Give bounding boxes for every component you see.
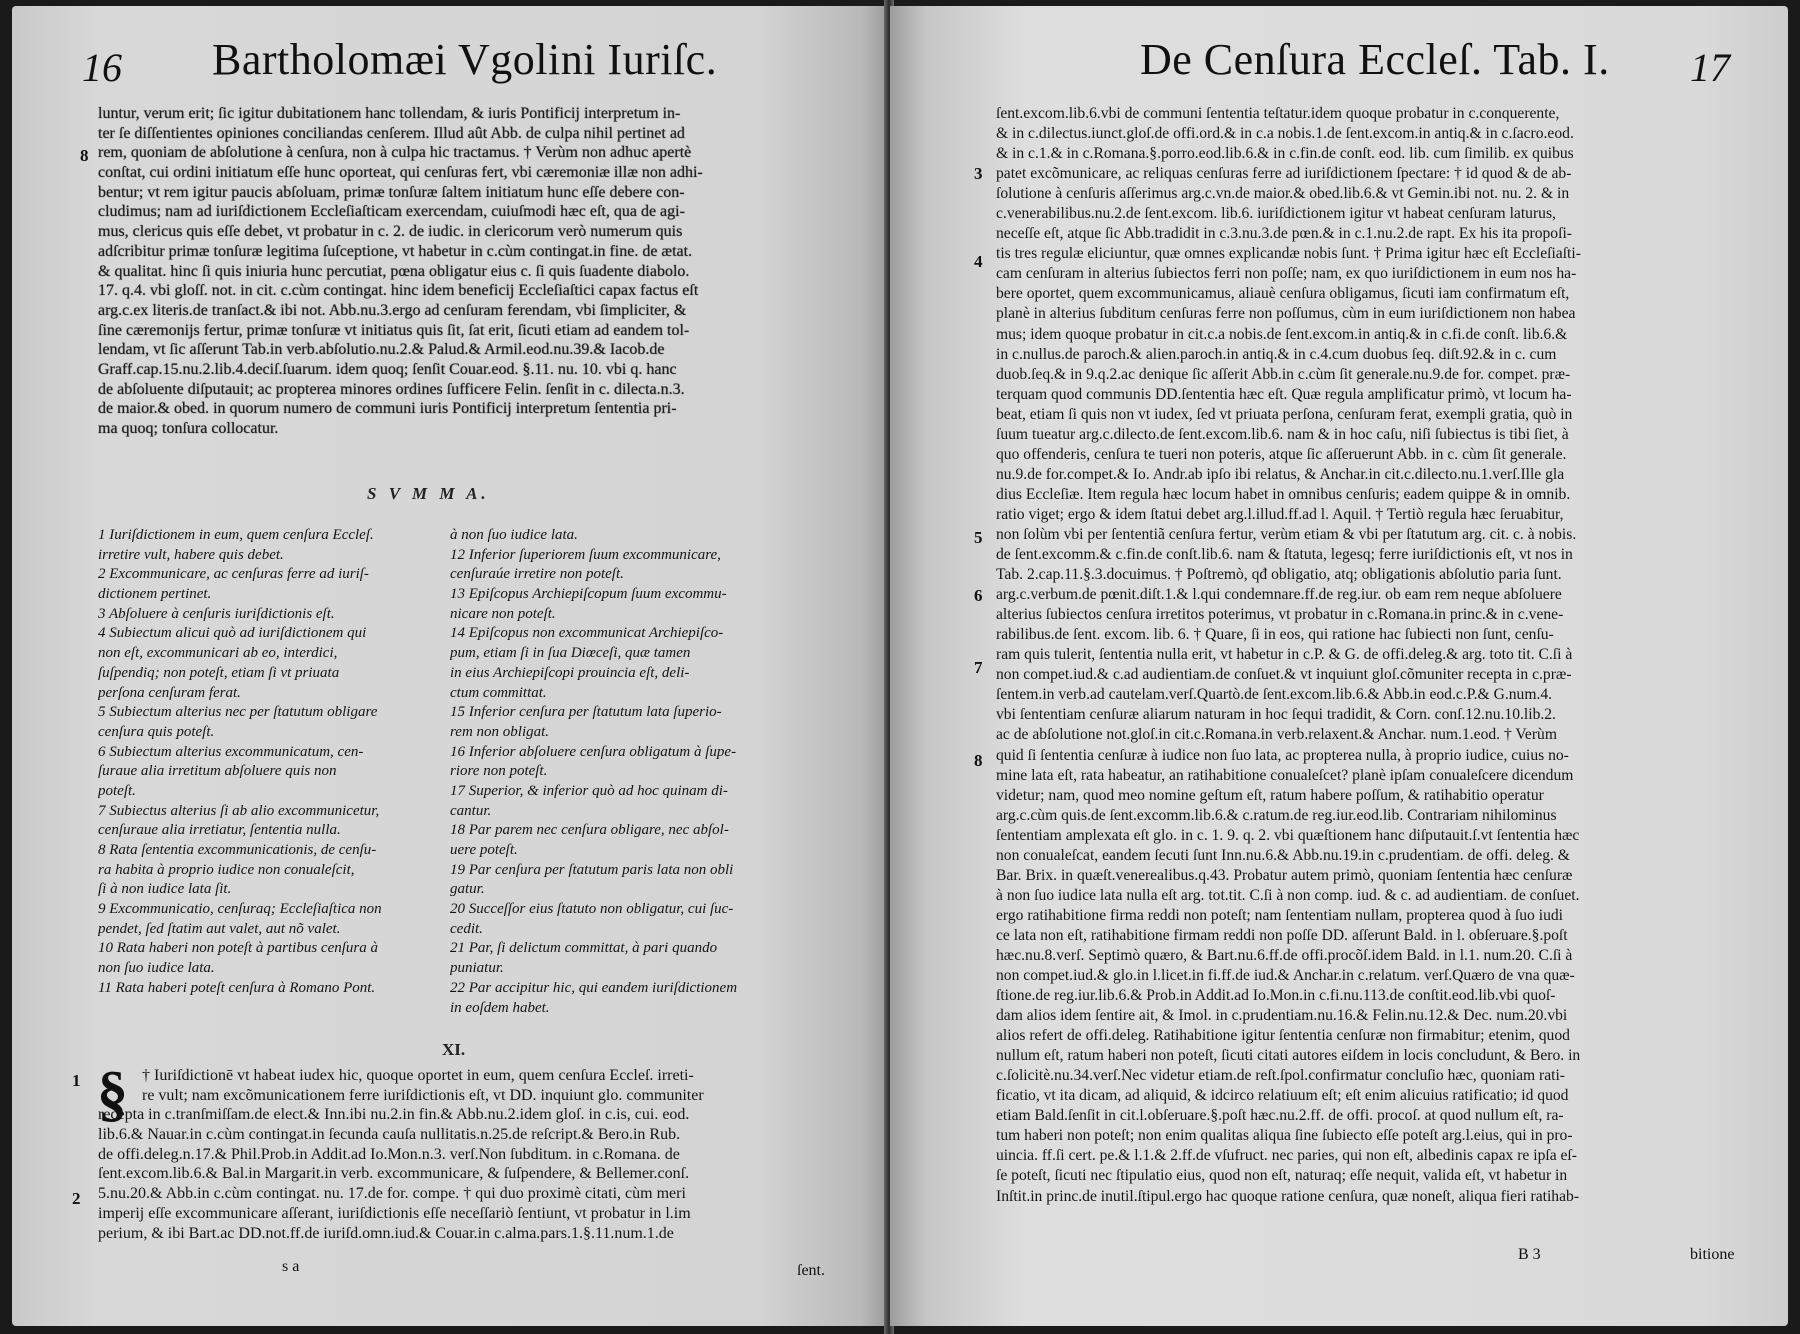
text-line: alterius ſubiectos cenſura irretitos poterimus, vt probatur in c.Romana.in princ.& in c.vene- — [996, 606, 1564, 624]
text-line: non conualeſcat, eandem ſecuti ſunt Inn.nu.6.& Abb.nu.19.in c.prudentiam. de offi. deleg. & — [996, 846, 1570, 864]
summa-right-column — [450, 526, 850, 1018]
text-line: beat, etiam ſi quis non vt iudex, ſed vt priuata perſona, cenſuram ferat, exempli gratia, quò in — [996, 405, 1573, 423]
summa-entry: pum, etiam ſi in ſua Diœceſi, quæ tamen — [450, 645, 691, 662]
text-line: c.venerabilibus.nu.2.de ſent.excom. lib.6. iuriſdictionem igitur vt habeat cenſuram laturus, — [996, 205, 1556, 223]
summa-entry: 18 Par parem nec cenſura obligare, nec abſol- — [450, 822, 729, 839]
text-line: ſent.excom.lib.6.& Bal.in Margarit.in verb. excommunicare, & ſuſpendere, & Bellemer.conſ. — [98, 1165, 690, 1183]
summa-entry: in eius Archiepiſcopi prouincia eſt, deli- — [450, 664, 690, 681]
text-line: neceſſe eſt, atque ſic Abb.tradidit in c.3.nu.3.de pœn.& in c.1.nu.2.de rapt. Ex his ita propoſi- — [996, 225, 1572, 243]
summa-entry: 8 Rata ſententia excommunicationis, de cenſu- — [98, 842, 377, 858]
right-catchword: bitione — [1690, 1246, 1735, 1263]
summa-entry: cenſura quis poteſt. — [98, 723, 215, 740]
summa-entry: 9 Excommunicatio, cenſuraq; Eccleſiaſtica non — [98, 901, 382, 918]
summa-entry: 7 Subiectus alterius ſi ab alio excommunicetur, — [98, 802, 380, 819]
summa-entry: ſuſpendiq; non poteſt, etiam ſi vt priuata — [98, 664, 340, 681]
text-line: uincia. ff.ſi cert. pe.& l.1.& 2.ff.de vſufruct. nec paries, qui non eſt, albedinis capax re ipſa eſ- — [996, 1147, 1577, 1165]
text-line: cam cenſuram in alterius ſubiectos ferri non poſſe; nam, ex quo iuriſdictionem in eum nos ha- — [996, 265, 1577, 283]
text-line: ſolutione à cenſuris aſſerimus arg.c.vn.de maior.& obed.lib.6.& vt Gemin.ibi not. nu. 2. & in — [996, 185, 1570, 203]
text-line: rabilibus.de ſent. excom. lib. 6. † Quare, ſi in eos, qui ratione hac ſubiecti non ſunt, cenſu- — [996, 626, 1554, 644]
text-line: quo offenderis, cenſura te tueri non poteris, atque ſic aſſeruerunt Abb. in c. cùm ſit generale. — [996, 445, 1567, 463]
summa-entry: rem non obligat. — [450, 723, 550, 740]
summa-left-column — [98, 526, 438, 999]
text-line: 17. q.4. vbi gloſſ. not. in cit. c.cùm contingat. hinc idem beneficij Eccleſiaſtici capax factus eſt — [98, 282, 699, 300]
text-line: Bar. Brix. in quæſt.venerealibus.q.43. Probatur autem primò, quoniam ſententia hæc cenſuræ — [996, 866, 1573, 884]
text-line: cludimus; nam ad iuriſdictionem Eccleſiaſticam exercendam, cuiuſmodi hæc eſt, qua de agi- — [98, 203, 685, 221]
text-line: non compet.iud.& c.ad audientiam.de conſuet.& vt inquiunt gloſ.cõmuniter recepta in c.præ- — [996, 666, 1572, 684]
right-page — [890, 6, 1788, 1326]
right-signature: B 3 — [1518, 1246, 1541, 1263]
right-margin-3: 3 — [974, 164, 983, 183]
text-line: ficatio, vt ita dicam, ad aliquid, & idcirco relatiuum eſt; eſt enim alicuius ratificatio; id quod — [996, 1087, 1569, 1105]
text-line: ergo ratihabitione firma reddi non poteſt; nam ſententiam nullam, propterea quod à ſuo iudi — [996, 906, 1563, 924]
summa-entry: pendet, ſed ſtatim aut valet, aut nõ valet. — [98, 920, 341, 937]
text-line: non compet.iud.& glo.in l.licet.in fi.ff.de iud.& Anchar.in c.relatum. verſ.Quæro de vna quæ- — [996, 967, 1575, 985]
left-catchword: ſent. — [797, 1262, 825, 1279]
right-running-head: De Cenſura Eccleſ. Tab. I. — [1140, 35, 1610, 84]
text-line: in c.nullus.de paroch.& alien.paroch.in antiq.& in c.4.cum duobus ſeq. diſt.92.& in c. cum — [996, 345, 1557, 363]
summa-entry: puniatur. — [450, 960, 504, 977]
text-line: Graff.cap.15.nu.2.lib.4.deciſ.ſuarum. idem quoq; ſenſit Couar.eod. §.11. nu. 10. vbi q. hanc — [98, 360, 677, 378]
text-line: ſe poteſt, ſicuti nec ſtipulatio eius, quod non eſt, naturaq; eſſe nequit, valida eſt, vt habetur in — [996, 1167, 1568, 1185]
text-line: ram quis tulerit, ſententia nulla erit, vt habetur in c.P. & G. de offi.deleg.& arg. toto tit. C.ſi à — [996, 646, 1573, 664]
text-line: tum haberi non poteſt; non enim qualitas aliqua ſine ſubiecto eſſe poteſt arg.l.eius, qui in pro- — [996, 1127, 1573, 1145]
right-body-text — [996, 104, 1756, 1207]
text-line: † Iuriſdictionē vt habeat iudex hic, quoque oportet in eum, quem cenſura Eccleſ. irreti- — [142, 1067, 694, 1084]
text-line: mine lata eſt, rata habeatur, an ratihabitione conualeſcet? planè ipſam conualeſcere dicendum — [996, 766, 1574, 784]
text-line: quid ſi ſententia cenſuræ à iudice non ſuo lata, ac propterea nulla, à proprio iudice, cuius no- — [996, 746, 1569, 764]
right-page-number: 17 — [1690, 45, 1730, 90]
summa-entry: 22 Par accipitur hic, qui eandem iuriſdictionem — [450, 979, 738, 996]
left-margin-number: 8 — [80, 146, 89, 165]
summa-entry: uere poteſt. — [450, 842, 518, 858]
text-line: dius Eccleſiæ. Item regula hæc locum habet in omnibus cenſuris; eadem quippe & in omnib. — [996, 485, 1571, 503]
summa-entry: irretire vult, habere quis debet. — [98, 546, 284, 563]
summa-entry: nicare non poteſt. — [450, 605, 556, 622]
text-line: tis tres regulæ eliciuntur, quæ omnes explicandæ nobis ſunt. † Prima igitur hæc eſt Eccleſiaſti- — [996, 245, 1581, 263]
summa-entry: 6 Subiectum alterius excommunicatum, cen- — [98, 743, 364, 760]
summa-entry: 2 Excommunicare, ac cenſuras ferre ad iuriſ- — [98, 566, 369, 583]
left-section-margin-2: 2 — [72, 1189, 81, 1208]
text-line: ce lata non eſt, ratihabitione firmam reddi non poſſe DD. aſſerunt Bald. in l. obſeruare.§.poſt — [996, 926, 1568, 944]
text-line: 5.nu.20.& Abb.in c.cùm contingat. nu. 17.de for. compe. † qui duo proximè citati, cùm meri — [98, 1185, 686, 1203]
summa-entry: à non ſuo iudice lata. — [450, 527, 578, 543]
text-line: ſententiam amplexata eſt glo. in c. 1. 9. q. 2. vbi quæſtionem hanc diſputauit.ſ.vt ſententia hæc — [996, 826, 1580, 844]
text-line: de ſent.excomm.& c.fin.de conſt.lib.6. nam & ſtatuta, legesq; ferre iuriſdictionis eſt, vt nos in — [996, 546, 1573, 564]
summa-entry: dictionem pertinet. — [98, 586, 212, 603]
right-margin-4: 4 — [974, 252, 983, 271]
text-line: de abſoluente diſputauit; ac propterea minores ordines ſufficere Felin. ſenſit in c. dilecta.n.3. — [98, 380, 685, 398]
summa-entry: 19 Par cenſura per ſtatutum paris lata non obli — [450, 861, 734, 878]
left-page-number: 16 — [82, 45, 122, 90]
summa-entry: ſi à non iudice lata ſit. — [98, 881, 232, 898]
text-line: adſcribitur primæ tonſuræ legitima ſuſceptione, vt habetur in c.cùm contingat.in fine. de ætat. — [98, 242, 693, 260]
summa-entry: 13 Epiſcopus Archiepiſcopum ſuum excommu- — [450, 586, 727, 603]
text-line: nu.9.de for.compet.& Io. Andr.ab ipſo ibi relatus, & Anchar.in cit.c.dilecto.nu.1.verſ.Ille gla — [996, 465, 1565, 483]
summa-entry: poteſt. — [98, 782, 136, 799]
text-line: à non ſuo iudice lata nulla eſt arg. tot.tit. C.ſi à non comp. iud. & c. ad audientiam. de conſuet. — [996, 886, 1580, 904]
summa-entry: 4 Subiectum alicui quò ad iuriſdictionem qui — [98, 625, 367, 642]
text-line: de offi.deleg.n.17.& Phil.Prob.in Addit.ad Io.Mon.n.3. verſ.Non ſubditum. in c.Romana. de — [98, 1145, 680, 1163]
text-line: ratio viget; ergo & idem ſtatui debet arg.l.illud.ff.ad l. Aquil. † Tertiò regula hæc ſeruabitur, — [996, 505, 1564, 523]
summa-entry: cenſuraúe irretire non poteſt. — [450, 566, 624, 583]
summa-entry: ra habita à proprio iudice non conualeſcit, — [98, 861, 355, 878]
text-line: patet excõmunicare, ac reliquas cenſuras ferre ad iuriſdictionem ſpectare: † id quod & de ab- — [996, 165, 1572, 183]
summa-entry: cenſuraue alia irretiatur, ſententia nulla. — [98, 822, 341, 839]
summa-entry: 11 Rata haberi poteſt cenſura à Romano Pont. — [98, 979, 376, 996]
summa-entry: riore non poteſt. — [450, 763, 548, 780]
summa-entry: 17 Superior, & inferior quò ad hoc quinam di- — [450, 782, 728, 799]
text-line: videtur; nam, quod meo nomine geſtum eſt, ratum habere poſſum, & ratihabitio operatur — [996, 786, 1544, 804]
summa-entry: 1 Iuriſdictionem in eum, quem cenſura Eccleſ. — [98, 527, 374, 543]
left-signature: s a — [282, 1258, 300, 1275]
text-line: rem, quoniam de abſolutione à cenſura, non à culpa hic tractamus. † Verùm non adhuc apertè — [98, 144, 692, 162]
text-line: hæc.nu.8.verſ. Septimò quæro, & Bart.nu.6.ff.de offi.procõſ.idem Bald. in l.1. num.20. C.ſi à — [996, 946, 1573, 964]
right-margin-6: 6 — [974, 586, 983, 605]
text-line: perium, & ibi Bart.ac DD.not.ff.de iuriſd.omn.iud.& Couar.in c.alma.pars.1.§.11.num.1.de — [98, 1224, 674, 1242]
text-line: ma quoq; tonſura collocatur. — [98, 420, 279, 437]
left-running-head: Bartholomæi Vgolini Iuriſc. — [212, 35, 718, 84]
text-line: nullum eſt, ratum haberi non poteſt, ſicuti citati autores eiſdem in locis concludunt, & Bero. in — [996, 1047, 1581, 1065]
text-line: Tab. 2.cap.11.§.3.docuimus. † Poſtremò, qđ obligatio, atq; obligationis abſolutio paria ſunt. — [996, 566, 1562, 584]
left-page — [12, 6, 888, 1326]
text-line: & qualitat. hinc ſi quis iniuria hunc percutiat, pœna obligatur eius c. ſi quis ſuadente diabolo. — [98, 262, 690, 280]
text-line: mus, clericus quis eſſe debet, vt probatur in c. 2. de iudic. in clericorum verò numerum quis — [98, 223, 683, 241]
text-line: duob.ſeq.& in 9.q.2.ac denique ſic aſſerit Abb.in c.cùm ſit generale.nu.9.de for. compet. præ- — [996, 365, 1571, 383]
summa-entry: 14 Epiſcopus non excommunicat Archiepiſco- — [450, 625, 724, 642]
summa-entry: ſuraue alia irretitum abſoluere quis non — [98, 763, 337, 780]
text-line: ſuum tueatur arg.c.dilecto.de ſent.excom.lib.6. nam & in hoc caſu, niſi ſubiectus is tibi ſiet, à — [996, 425, 1569, 443]
right-margin-5: 5 — [974, 528, 983, 547]
text-line: luntur, verum erit; ſic igitur dubitationem hanc tollendam, & iuris Pontificij interpretum in- — [98, 105, 681, 122]
text-line: vbi ſententiam cenſuræ aliarum naturam in hoc ſequi tradidit, & Corn. conſ.12.nu.10.lib.2. — [996, 706, 1556, 724]
text-line: & in c.dilectus.iunct.gloſ.de offi.ord.& in c.a nobis.1.de ſent.excom.in antiq.& in c.ſacro.eod. — [996, 125, 1574, 143]
summa-entry: 16 Inferior abſoluere cenſura obligatum à ſupe- — [450, 743, 737, 760]
text-line: c.ſolicitè.nu.34.verſ.Nec videtur etiam.de reſt.ſpol.confirmatur concluſio hæc, quoniam rati- — [996, 1067, 1565, 1085]
text-line: imperij eſſe excommunicare aſſerant, iuriſdictionis eſſe neceſſariò ſentiunt, vt probatur in l.im — [98, 1204, 691, 1222]
text-line: Inſtit.in princ.de inutil.ſtipul.ergo hac quoque ratione cenſura, quæ noneſt, aliqua fieri ratihab- — [996, 1187, 1580, 1205]
right-margin-8: 8 — [974, 751, 983, 770]
section-mark: XI. — [442, 1040, 466, 1059]
text-line: alios refert de offi.deleg. Ratihabitione igitur ſententia cenſuræ non firmabitur; etenim, quod — [996, 1027, 1570, 1045]
summa-entry: ctum committat. — [450, 684, 547, 701]
text-line: planè in alterius ſubditum cenſuras ferre non poſſumus, cùm in eum iuriſdictionem non habea — [996, 305, 1576, 323]
text-line: ſentem.in verb.ad cautelam.verſ.Quartò.de ſent.excom.lib.6.& Abb.in eod.c.P.& G.num.4. — [996, 686, 1553, 704]
text-line: ter ſe diſſentientes opiniones conciliandas cenſerem. Illud aût Abb. de culpa nihil pertinet ad — [98, 124, 685, 142]
text-line: lib.6.& Nauar.in c.cùm contingat.in ſecunda cauſa nullitatis.n.25.de reſcript.& Bero.in Rub. — [98, 1126, 681, 1144]
summa-entry: in eoſdem habet. — [450, 999, 550, 1016]
right-margin-7: 7 — [974, 658, 983, 677]
text-line: lendam, vt ſic aſſerunt Tab.in verb.abſolutio.nu.2.& Palud.& Armil.eod.nu.39.& Iacob.de — [98, 341, 665, 359]
summa-entry: 3 Abſoluere à cenſuris iuriſdictionis eſt. — [98, 605, 335, 622]
summa-title: S V M M A. — [367, 484, 490, 503]
text-line: etiam Bald.ſenſit in cit.l.obſeruare.§.poſt hæc.nu.2.ff. de offi. procoſ. at quod nullum eſt, ra- — [996, 1107, 1564, 1125]
summa-entry: gatur. — [450, 881, 485, 898]
summa-entry: 15 Inferior cenſura per ſtatutum lata ſuperio- — [450, 704, 722, 721]
text-line: re vult; nam excõmunicationem ferre iuriſdictionis eſt, vt DD. inquiunt glo. communiter — [142, 1086, 704, 1104]
text-line: arg.c.verbum.de pœnit.diſt.1.& l.qui condemnare.ff.de reg.iur. ob eam rem neque abſoluere — [996, 586, 1562, 604]
summa-entry: 21 Par, ſi delictum committat, à pari quando — [450, 940, 718, 957]
text-line: recepta in c.tranſmiſſam.de elect.& Inn.ibi nu.2.in fin.& Abb.nu.2.idem gloſ. in c.is, cui. eod. — [98, 1106, 690, 1124]
summa-entry: cedit. — [450, 920, 483, 937]
summa-entry: 10 Rata haberi non poteſt à partibus cenſura à — [98, 940, 378, 957]
text-line: ſent.excom.lib.6.vbi de communi ſententia teſtatur.idem quoque probatur in c.conquerente, — [996, 105, 1560, 122]
text-line: ſtione.de reg.iur.lib.6.& Prob.in Addit.ad Io.Mon.in c.fi.nu.113.de conſtit.eod.lib.vbi quoſ- — [996, 987, 1556, 1005]
summa-entry: perſona cenſuram ferat. — [98, 684, 241, 701]
text-line: ſine cæremonijs fertur, primæ tonſuræ vt initiatus quis ſit, ſat erit, ſicuti etiam ad eandem tol- — [98, 321, 690, 339]
text-line: terquam quod communis DD.ſententia hæc eſt. Quæ regula amplificatur primò, vt locum ha- — [996, 385, 1572, 403]
text-line: arg.c.ex literis.de tranſact.& ibi not. Abb.nu.3.ergo ad cenſuram ferendam, vbi ſimpliciter, & — [98, 301, 687, 319]
text-line: non ſolùm vbi per ſententiã cenſura fertur, verùm etiam & vbi per ſtatutum arg. cit. c. à nobis. — [996, 525, 1577, 543]
text-line: arg.c.cùm quis.de ſent.excomm.lib.6.& c.ratum.de reg.iur.eod.lib. Contrariam nihilominus — [996, 806, 1557, 824]
summa-entry: 5 Subiectum alterius nec per ſtatutum obligare — [98, 704, 378, 721]
text-line: bentur; vt rem igitur paucis abſoluam, primæ tonſuræ ſaltem initiatum hunc eſſe debere con- — [98, 183, 685, 201]
summa-entry: 12 Inferior ſuperiorem ſuum excommunicare, — [450, 546, 721, 563]
text-line: & in c.1.& in c.Romana.§.porro.eod.lib.6.& in c.fin.de conſt. eod. lib. cum ſimilib. ex quibus — [996, 145, 1574, 163]
text-line: de maior.& obed. in quorum numero de communi iuris Pontificij interpretum ſententia pri- — [98, 400, 677, 418]
text-line: bere oportet, quem excommunicamus, aliauè cenſura obligamus, ſicuti iam confirmatum eſt, — [996, 285, 1570, 303]
left-section-margin-1: 1 — [72, 1071, 81, 1090]
text-line: ac de abſolutione not.gloſ.in cit.c.Romana.in verb.relaxent.& Anchar. num.1.eod. † Verùm — [996, 726, 1557, 744]
summa-entry: 20 Succeſſor eius ſtatuto non obligatur, cui ſuc- — [450, 901, 734, 918]
summa-entry: non eſt, excommunicari ab eo, interdici, — [98, 645, 338, 662]
left-body-text — [98, 104, 838, 439]
left-section-text — [97, 1060, 838, 1243]
text-line: mus; idem quoque probatur in cit.c.a nobis.de ſent.excom.in antiq.& in c.fi.de conſt. lib.6.& — [996, 325, 1568, 343]
drop-cap: § — [97, 1060, 128, 1128]
summa-entry: non ſuo iudice lata. — [98, 960, 215, 977]
text-line: conſtat, cui ordini initiatum eſſe hunc oporteat, qui cenſuras fert, vbi cæremoniæ illæ non adhi- — [98, 164, 703, 182]
text-line: dam alios idem ſentire ait, & Imol. in c.prudentiam.nu.16.& Felin.nu.12.& Dec. num.20.vbi — [996, 1007, 1568, 1025]
summa-entry: cantur. — [450, 802, 492, 819]
